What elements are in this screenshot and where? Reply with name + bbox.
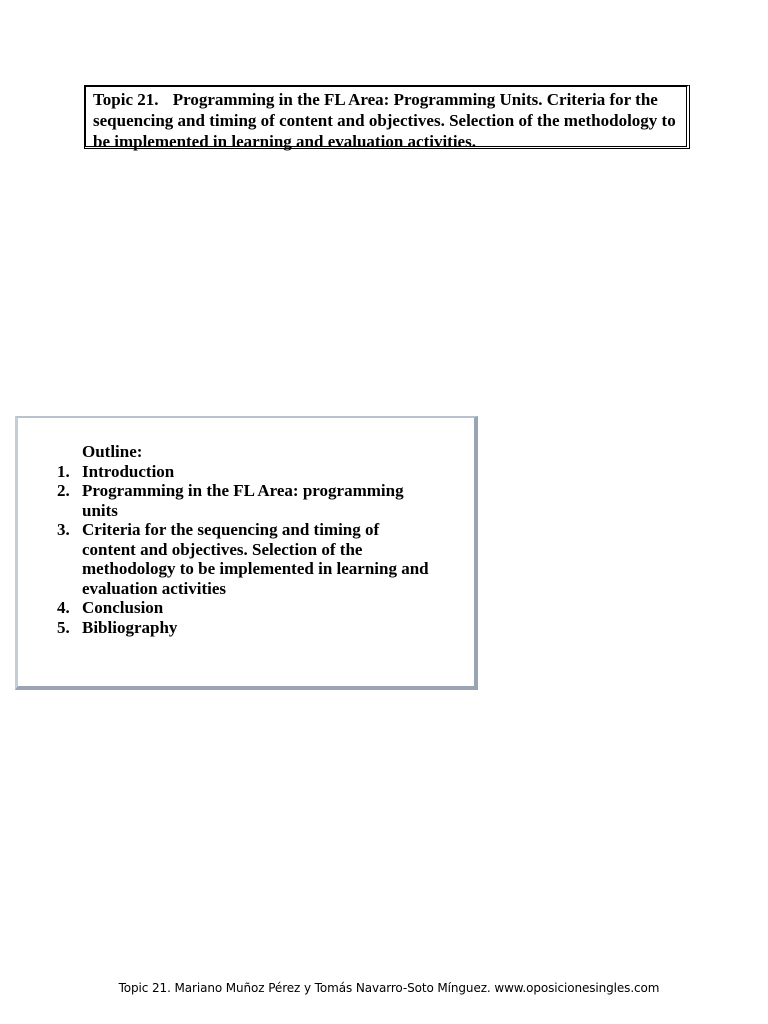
outline-item-label: Bibliography [82,617,178,637]
topic-title-box [84,85,690,149]
outline-item-label: Programming in the FL Area: programming units [82,481,404,520]
outline-item [18,618,432,638]
topic-number: Topic 21. [93,90,159,109]
outline-content [18,442,474,637]
outline-item-number: 1. [57,461,70,481]
outline-item-label: Criteria for the sequencing and timing of content and objectives. Selection of the methodology to be implemented in learning and evaluation activities [82,520,429,598]
outline-item [18,481,432,520]
outline-item-label: Conclusion [82,598,164,617]
outline-item [18,462,432,482]
outline-item-number: 3. [57,520,70,539]
outline-item-label: Introduction [82,461,175,481]
outline-item-number: 2. [57,481,70,500]
outline-list [18,462,474,638]
outline-heading: Outline: [82,442,143,461]
topic-title-text: Programming in the FL Area: Programming Units. Criteria for the sequencing and timing of content and objectives. Selection of the methodology to be implemented in learning and evaluation activities. [93,90,676,151]
outline-item-number: 5. [57,617,70,637]
outline-box [15,416,478,690]
outline-item [18,520,432,598]
outline-item-number: 4. [57,598,70,617]
outline-item [18,598,432,618]
page-footer: Topic 21. Mariano Muñoz Pérez y Tomás Navarro-Soto Mínguez. www.oposicionesingles.com [118,981,660,995]
